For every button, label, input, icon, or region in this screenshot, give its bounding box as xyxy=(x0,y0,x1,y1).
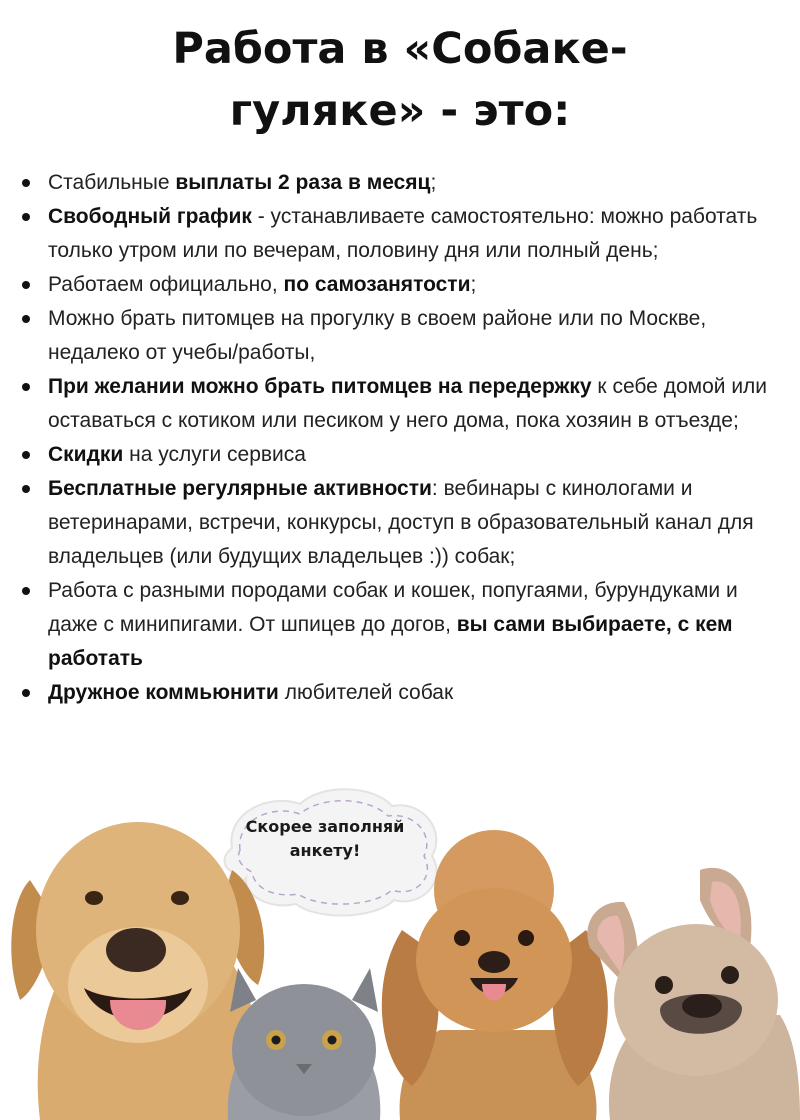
title-line-1: Работа в «Собаке- xyxy=(172,24,628,74)
poodle-eye-left xyxy=(454,930,470,946)
labrador-eye-left xyxy=(85,891,103,905)
benefit-item xyxy=(48,438,793,472)
benefit-item xyxy=(48,370,793,438)
benefit-bold-text: Свободный график xyxy=(48,205,252,228)
benefit-text: к себе домой или оставаться с котиком или песиком у него дома, пока хозяин в отъезде; xyxy=(48,375,768,432)
benefit-text: Работаем официально, xyxy=(48,273,284,296)
poodle-nose xyxy=(478,951,510,973)
page-title xyxy=(0,18,800,142)
title-line-2: гуляке» - это: xyxy=(229,86,571,136)
benefit-text: Работа с разными породами собак и кошек, попугаями, бурундуками и даже с минипигами. От шпицев до догов, xyxy=(48,579,738,636)
benefit-item xyxy=(48,574,793,676)
labrador-nose xyxy=(106,928,166,972)
benefit-item xyxy=(48,200,793,268)
bubble-text xyxy=(225,815,425,863)
benefit-bold-text: Дружное коммьюнити xyxy=(48,681,279,704)
benefit-text: - устанавливаете самостоятельно: можно работать только утром или по вечерам, половину дня или полный день; xyxy=(48,205,758,262)
benefit-item xyxy=(48,302,793,370)
kitten-image xyxy=(228,968,381,1120)
benefit-text: на услуги сервиса xyxy=(123,443,306,466)
benefit-bold-text: Скидки xyxy=(48,443,124,466)
bubble-line-2: анкету! xyxy=(289,841,361,860)
benefit-text: ; xyxy=(470,273,477,296)
bubble-line-1: Скорее заполняй xyxy=(245,817,405,836)
benefit-item xyxy=(48,166,793,200)
french-bulldog-image xyxy=(587,868,800,1120)
benefit-item xyxy=(48,472,793,574)
labrador-eye-right xyxy=(171,891,189,905)
bulldog-eye-left xyxy=(655,976,673,994)
benefit-text: ; xyxy=(430,171,437,194)
bulldog-eye-right xyxy=(721,966,739,984)
benefit-text: : вебинары с кинологами и ветеринарами, встречи, конкурсы, доступ в образовательный канал для владельцев (или будущих владельцев :)) собак; xyxy=(48,477,754,568)
benefit-bold-text: выплаты 2 раза в месяц xyxy=(175,171,431,194)
benefit-bold-text: Бесплатные регулярные активности xyxy=(48,477,432,500)
benefits-list xyxy=(48,166,793,710)
benefit-bold-text: вы сами выбираете, с кем работать xyxy=(48,613,733,670)
benefit-bold-text: При желании можно брать питомцев на передержку xyxy=(48,375,592,398)
benefit-bold-text: по самозанятости xyxy=(283,273,471,296)
benefit-item xyxy=(48,676,793,710)
poodle-eye-right xyxy=(518,930,534,946)
benefit-text: Можно брать питомцев на прогулку в своем районе или по Москве, недалеко от учебы/работы, xyxy=(48,307,707,364)
bulldog-nose xyxy=(682,994,722,1018)
benefit-text: любителей собак xyxy=(278,681,454,704)
benefit-text: Стабильные xyxy=(48,171,176,194)
benefit-item xyxy=(48,268,793,302)
